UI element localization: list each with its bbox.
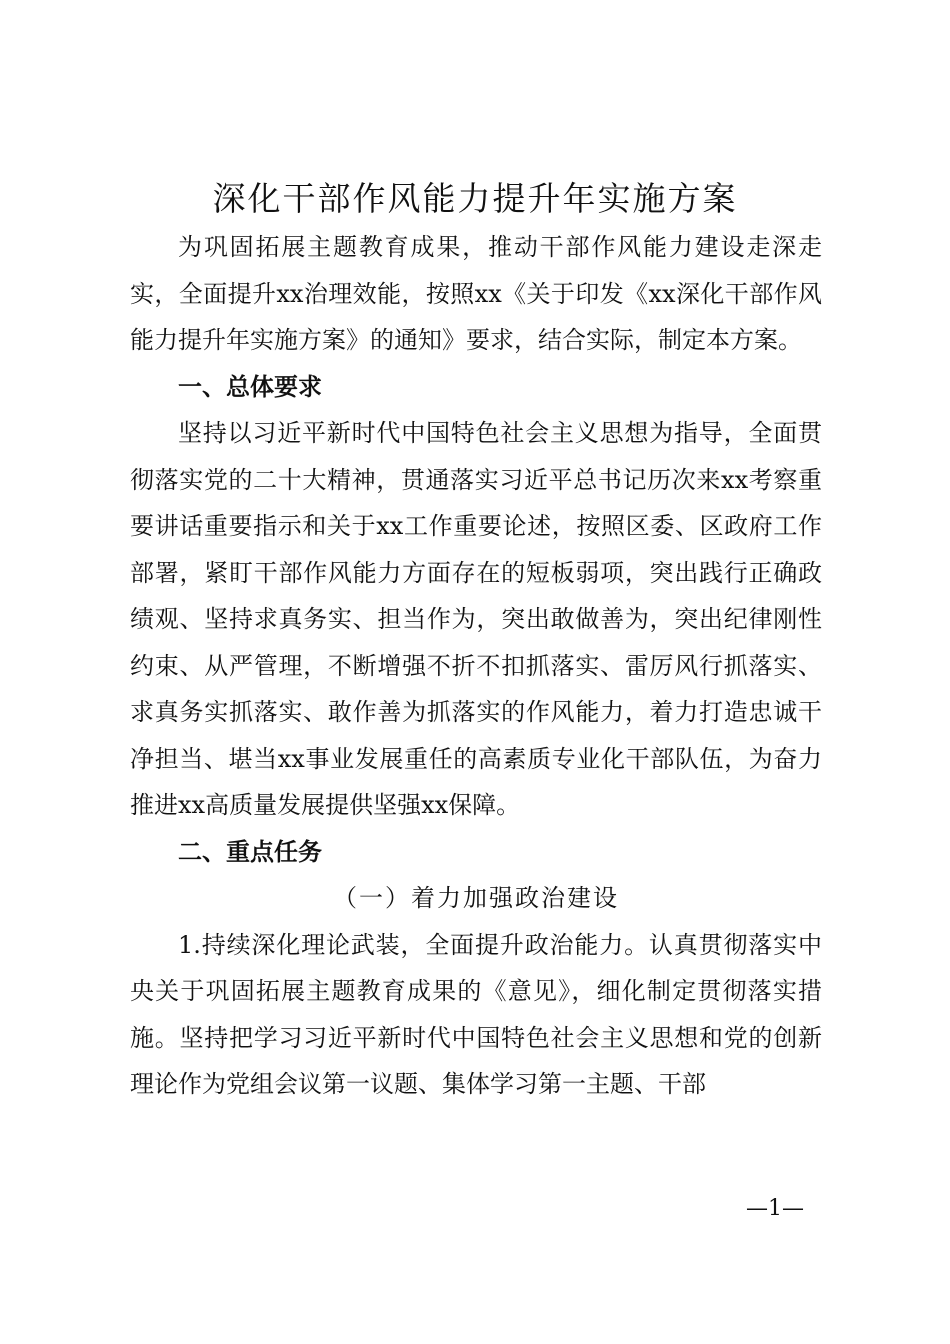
intro-paragraph: 为巩固拓展主题教育成果，推动干部作风能力建设走深走实，全面提升xx治理效能，按照xx《关于印发《xx深化干部作风能力提升年实施方案》的通知》要求，结合实际，制定本方案。 [130, 233, 822, 354]
general-requirements-paragraph: 坚持以习近平新时代中国特色社会主义思想为指导，全面贯彻落实党的二十大精神，贯通落实习近平总书记历次来xx考察重要讲话重要指示和关于xx工作重要论述，按照区委、区政府工作部署，紧盯干部作风能力方面存在的短板弱项，突出践行正确政绩观、坚持求真务实、担当作为，突出敢做善为，突出纪律刚性约束、从严管理，不断增强不折不扣抓落实、雷厉风行抓落实、求真务实抓落实、敢作善为抓落实的作风能力，着力打造忠诚干净担当、堪当xx事业发展重任的高素质专业化干部队伍，为奋力推进xx高质量发展提供坚强xx保障。 [130, 419, 822, 819]
task-item-1-paragraph: 1.持续深化理论武装，全面提升政治能力。认真贯彻落实中央关于巩固拓展主题教育成果的《意见》，细化制定贯彻落实措施。坚持把学习习近平新时代中国特色社会主义思想和党的创新理论作为党组会议第一议题、集体学习第一主题、干部 [130, 930, 822, 1098]
subsection-heading-political-building: （一）着力加强政治建设 [333, 884, 619, 912]
section-heading-general-requirements: 一、总体要求 [178, 372, 322, 401]
document-body [130, 224, 822, 1108]
section-heading-key-tasks: 二、重点任务 [178, 837, 322, 866]
document-title: 深化干部作风能力提升年实施方案 [212, 179, 738, 218]
page-number: —1— [746, 1196, 804, 1221]
